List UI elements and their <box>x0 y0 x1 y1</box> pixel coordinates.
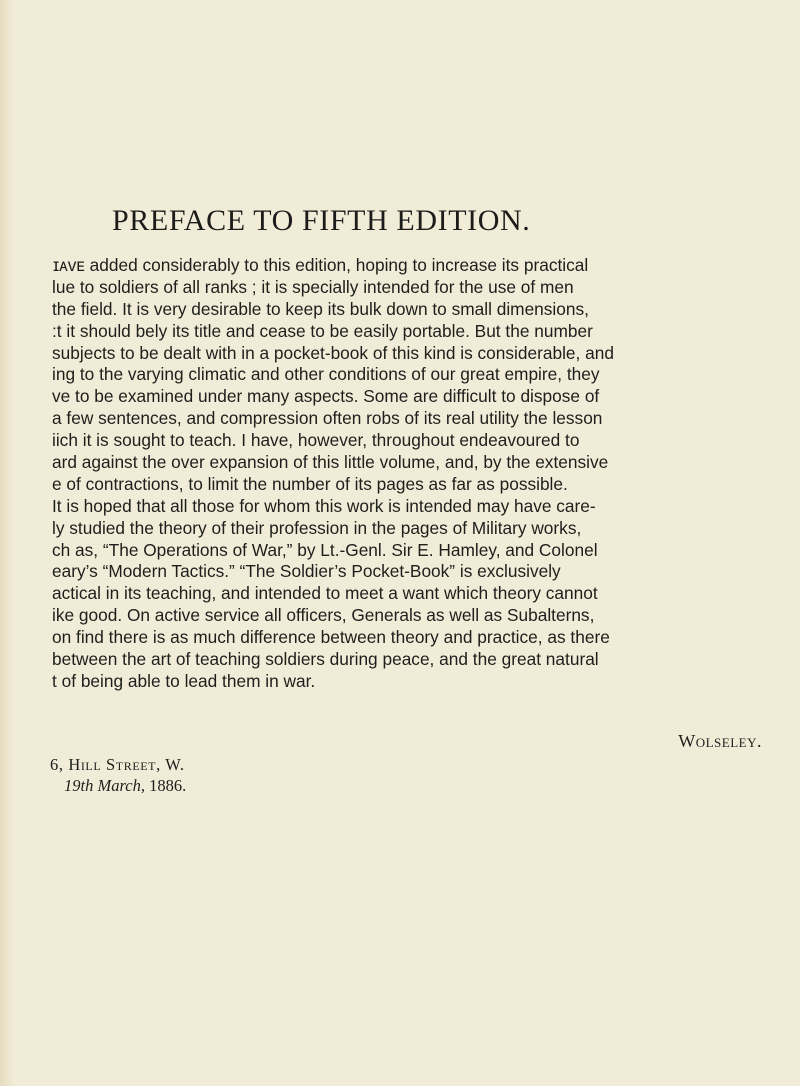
text-line: ɪᴀᴠᴇ added considerably to this edition, hoping to increase its practical <box>53 255 589 275</box>
text-line: It is hoped that all those for whom this work is intended may have care- <box>52 495 596 516</box>
text-line: ve to be examined under many aspects. Some are difficult to dispose of <box>52 386 600 407</box>
text-line: on find there is as much difference between theory and practice, as there <box>52 627 610 648</box>
author-signature: Wolseley. <box>678 731 762 751</box>
preface-body <box>0 255 786 693</box>
text-line: ly studied the theory of their profession in the pages of Military works, <box>52 517 582 538</box>
date-year: 1886. <box>149 776 187 795</box>
address <box>50 754 185 775</box>
text-line: lue to soldiers of all ranks ; it is specially intended for the use of men <box>52 276 574 297</box>
text-line: a few sentences, and compression often robs of its real utility the lesson <box>52 408 603 429</box>
date-day: 19th March, <box>64 776 145 795</box>
text-line: ard against the over expansion of this little volume, and, by the extensive <box>52 452 609 473</box>
text-line: t of being able to lead them in war. <box>52 670 316 691</box>
address-street: Hill Street, W. <box>68 755 185 774</box>
text-line: iich it is sought to teach. I have, however, throughout endeavoured to <box>52 430 580 451</box>
page-title: PREFACE TO FIFTH EDITION. <box>112 204 531 237</box>
text-line: between the art of teaching soldiers during peace, and the great natural <box>52 649 599 670</box>
text-line: actical in its teaching, and intended to meet a want which theory cannot <box>52 583 598 604</box>
text-line: e of contractions, to limit the number of its pages as far as possible. <box>52 473 568 494</box>
address-number: 6, <box>50 755 64 774</box>
text-line: ike good. On active service all officers, Generals as well as Subalterns, <box>52 605 595 626</box>
text-line: ing to the varying climatic and other conditions of our great empire, they <box>52 364 600 385</box>
text-line: eary’s “Modern Tactics.” “The Soldier’s Pocket-Book” is exclusively <box>52 561 561 582</box>
text-line: :t it should bely its title and cease to be easily portable. But the number <box>52 320 593 341</box>
text-line: the field. It is very desirable to keep its bulk down to small dimensions, <box>52 298 589 319</box>
text-line: ch as, “The Operations of War,” by Lt.-Genl. Sir E. Hamley, and Colonel <box>52 539 598 560</box>
text-line: subjects to be dealt with in a pocket-book of this kind is considerable, and <box>52 342 614 363</box>
date-line <box>64 776 186 796</box>
